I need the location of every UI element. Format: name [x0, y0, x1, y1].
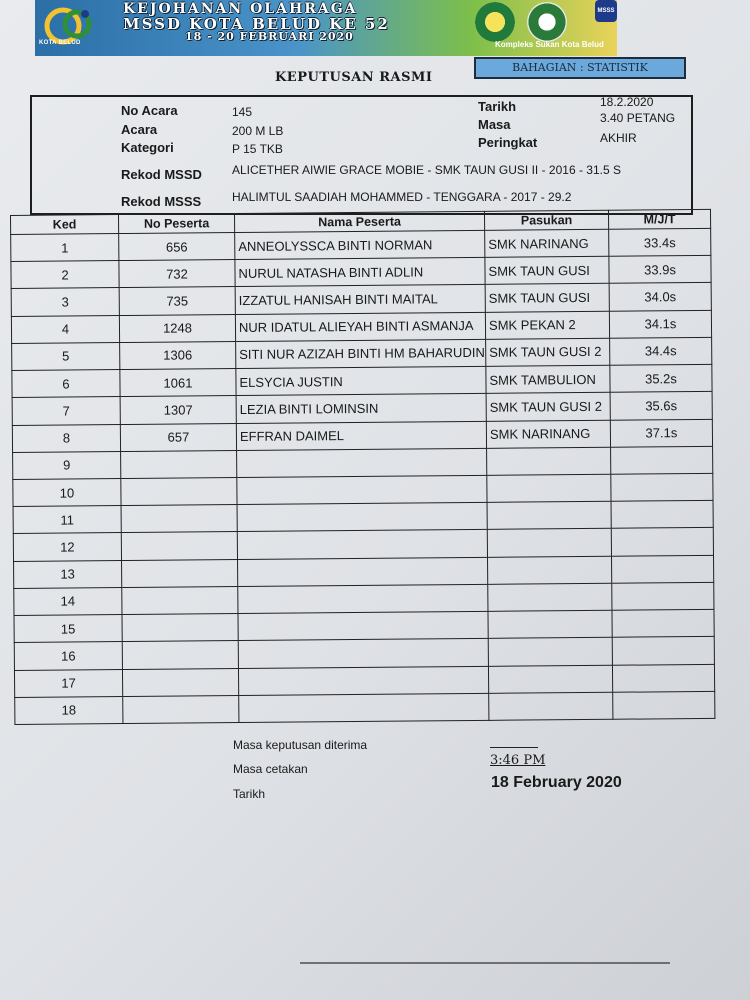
cell-masa — [612, 582, 714, 610]
cell-no-peserta — [122, 668, 238, 696]
acara-value: 200 M LB — [232, 124, 284, 138]
cell-ked: 9 — [13, 451, 121, 479]
cell-ked: 5 — [12, 342, 120, 370]
masa-label: Masa — [478, 117, 511, 132]
cell-masa — [611, 528, 713, 556]
cell-pasukan — [487, 474, 611, 502]
rekod-msss-label: Rekod MSSS — [121, 194, 202, 209]
cell-no-peserta — [121, 505, 237, 533]
masa-cetakan-value: 3:46 PM — [490, 753, 546, 768]
cell-masa — [612, 664, 714, 692]
kategori-label: Kategori — [121, 140, 174, 155]
cell-nama-peserta — [238, 639, 488, 668]
cell-pasukan: SMK NARINANG — [485, 229, 609, 257]
cell-masa — [611, 555, 713, 583]
cell-ked: 11 — [13, 506, 121, 534]
cell-no-peserta — [121, 532, 237, 560]
section-box: BAHAGIAN : STATISTIK — [474, 57, 686, 79]
cell-pasukan — [487, 529, 611, 557]
cell-nama-peserta: ELSYCIA JUSTIN — [236, 366, 486, 395]
masa-diterima-line — [490, 747, 538, 748]
results-table — [10, 209, 715, 725]
cell-nama-peserta: LEZIA BINTI LOMINSIN — [236, 394, 486, 423]
tarikh-value: 18.2.2020 — [600, 95, 654, 109]
event-info-box — [30, 95, 693, 215]
cell-no-peserta — [121, 477, 237, 505]
cell-nama-peserta — [238, 611, 488, 640]
cell-no-peserta: 735 — [119, 287, 235, 315]
acara-label: Acara — [121, 122, 158, 137]
cell-nama-peserta: ANNEOLYSSCA BINTI NORMAN — [235, 230, 485, 259]
no-acara-label: No Acara — [121, 103, 178, 118]
cell-no-peserta: 657 — [120, 423, 236, 451]
cell-nama-peserta — [238, 557, 488, 586]
cell-masa: 33.4s — [609, 228, 711, 256]
banner-title-line2: MSSD KOTA BELUD KE 52 — [123, 15, 390, 33]
cell-ked: 4 — [11, 315, 119, 343]
school-emblem-icon — [527, 2, 567, 42]
cell-pasukan — [488, 556, 612, 584]
cell-ked: 15 — [14, 615, 122, 643]
event-banner — [35, 0, 617, 56]
banner-logo-text: KOTA BELUD — [39, 40, 81, 46]
cell-no-peserta — [123, 695, 239, 723]
cell-ked: 12 — [13, 533, 121, 561]
cell-ked: 8 — [12, 424, 120, 452]
cell-pasukan — [488, 665, 612, 693]
cell-masa: 35.2s — [610, 364, 712, 392]
col-header-ked: Ked — [11, 215, 119, 235]
no-acara-value: 145 — [232, 105, 253, 119]
rekod-msss-value: HALIMTUL SAADIAH MOHAMMED - TENGGARA - 2017 - 29.2 — [232, 190, 572, 204]
cell-ked: 10 — [13, 479, 121, 507]
cell-no-peserta — [122, 641, 238, 669]
cell-no-peserta — [121, 450, 237, 478]
cell-nama-peserta — [238, 666, 488, 695]
cell-masa: 34.1s — [609, 310, 711, 338]
cell-masa: 37.1s — [610, 419, 712, 447]
peringkat-label: Peringkat — [478, 135, 538, 150]
cell-pasukan — [488, 638, 612, 666]
peringkat-value: AKHIR — [600, 131, 637, 145]
cell-pasukan — [488, 583, 612, 611]
cell-no-peserta — [122, 559, 238, 587]
cell-masa: 34.4s — [610, 337, 712, 365]
cell-ked: 6 — [12, 370, 120, 398]
tarikh-footer-value: 18 February 2020 — [491, 774, 622, 791]
banner-title-line1: KEJOHANAN OLAHRAGA — [123, 1, 358, 17]
rekod-mssd-label: Rekod MSSD — [121, 167, 202, 182]
cell-ked: 2 — [11, 261, 119, 289]
cell-masa: 35.6s — [610, 392, 712, 420]
cell-pasukan — [488, 610, 612, 638]
cell-masa — [611, 446, 713, 474]
cell-ked: 18 — [15, 696, 123, 724]
cell-nama-peserta — [237, 475, 487, 504]
cell-ked: 14 — [14, 587, 122, 615]
cell-no-peserta: 656 — [119, 233, 235, 261]
cell-nama-peserta — [238, 584, 488, 613]
document-title: KEPUTUSAN RASMI — [275, 70, 433, 85]
cell-masa — [611, 501, 713, 529]
cell-masa — [611, 473, 713, 501]
cell-masa — [613, 691, 715, 719]
banner-dates: 18 - 20 FEBRUARI 2020 — [185, 30, 354, 43]
cell-pasukan: SMK TAUN GUSI 2 — [486, 338, 610, 366]
cell-masa — [612, 637, 714, 665]
cell-nama-peserta — [239, 693, 489, 722]
cell-nama-peserta: NUR IDATUL ALIEYAH BINTI ASMANJA — [235, 312, 485, 341]
col-header-no-peserta: No Peserta — [119, 214, 235, 234]
cell-nama-peserta — [237, 503, 487, 532]
district-emblem-icon — [475, 2, 515, 42]
cell-no-peserta: 1306 — [120, 341, 236, 369]
cell-pasukan — [489, 692, 613, 720]
cell-no-peserta: 732 — [119, 260, 235, 288]
cell-pasukan: SMK TAUN GUSI — [485, 256, 609, 284]
banner-venue: Kompleks Sukan Kota Belud — [495, 40, 604, 49]
cell-nama-peserta — [237, 448, 487, 477]
cell-pasukan — [487, 501, 611, 529]
msss-badge: MSSS — [595, 0, 617, 22]
cell-nama-peserta: IZZATUL HANISAH BINTI MAITAL — [235, 285, 485, 314]
cell-nama-peserta: NURUL NATASHA BINTI ADLIN — [235, 258, 485, 287]
cell-nama-peserta: EFFRAN DAIMEL — [236, 421, 486, 450]
cell-no-peserta: 1061 — [120, 369, 236, 397]
col-header-mjt: M/J/T — [608, 209, 710, 229]
cell-pasukan: SMK PEKAN 2 — [485, 311, 609, 339]
cell-pasukan: SMK TAUN GUSI — [485, 284, 609, 312]
cell-pasukan: SMK TAUN GUSI 2 — [486, 393, 610, 421]
masa-value: 3.40 PETANG — [600, 111, 676, 125]
col-header-nama-peserta: Nama Peserta — [234, 211, 484, 232]
cell-ked: 13 — [14, 560, 122, 588]
kategori-value: P 15 TKB — [232, 142, 283, 156]
masa-cetakan-label: Masa cetakan — [233, 762, 308, 776]
tarikh-footer-label: Tarikh — [233, 787, 266, 801]
col-header-pasukan: Pasukan — [484, 210, 608, 230]
cell-nama-peserta — [237, 530, 487, 559]
cell-nama-peserta: SITI NUR AZIZAH BINTI HM BAHARUDIN — [236, 339, 486, 368]
table-row — [15, 691, 715, 724]
cell-pasukan — [487, 447, 611, 475]
cell-ked: 16 — [14, 642, 122, 670]
cell-masa: 34.0s — [609, 283, 711, 311]
cell-no-peserta: 1248 — [119, 314, 235, 342]
cell-ked: 7 — [12, 397, 120, 425]
cell-pasukan: SMK NARINANG — [486, 420, 610, 448]
cell-no-peserta: 1307 — [120, 396, 236, 424]
cell-masa — [612, 609, 714, 637]
cell-pasukan: SMK TAMBULION — [486, 365, 610, 393]
masa-diterima-label: Masa keputusan diterima — [233, 738, 368, 752]
cell-ked: 1 — [11, 234, 119, 262]
cell-ked: 17 — [14, 669, 122, 697]
rekod-mssd-value: ALICETHER AIWIE GRACE MOBIE - SMK TAUN GUSI II - 2016 - 31.5 S — [232, 163, 621, 177]
cell-ked: 3 — [11, 288, 119, 316]
tarikh-label: Tarikh — [478, 99, 517, 114]
cell-masa: 33.9s — [609, 256, 711, 284]
page-edge-shadow — [300, 962, 670, 964]
cell-no-peserta — [122, 586, 238, 614]
cell-no-peserta — [122, 614, 238, 642]
